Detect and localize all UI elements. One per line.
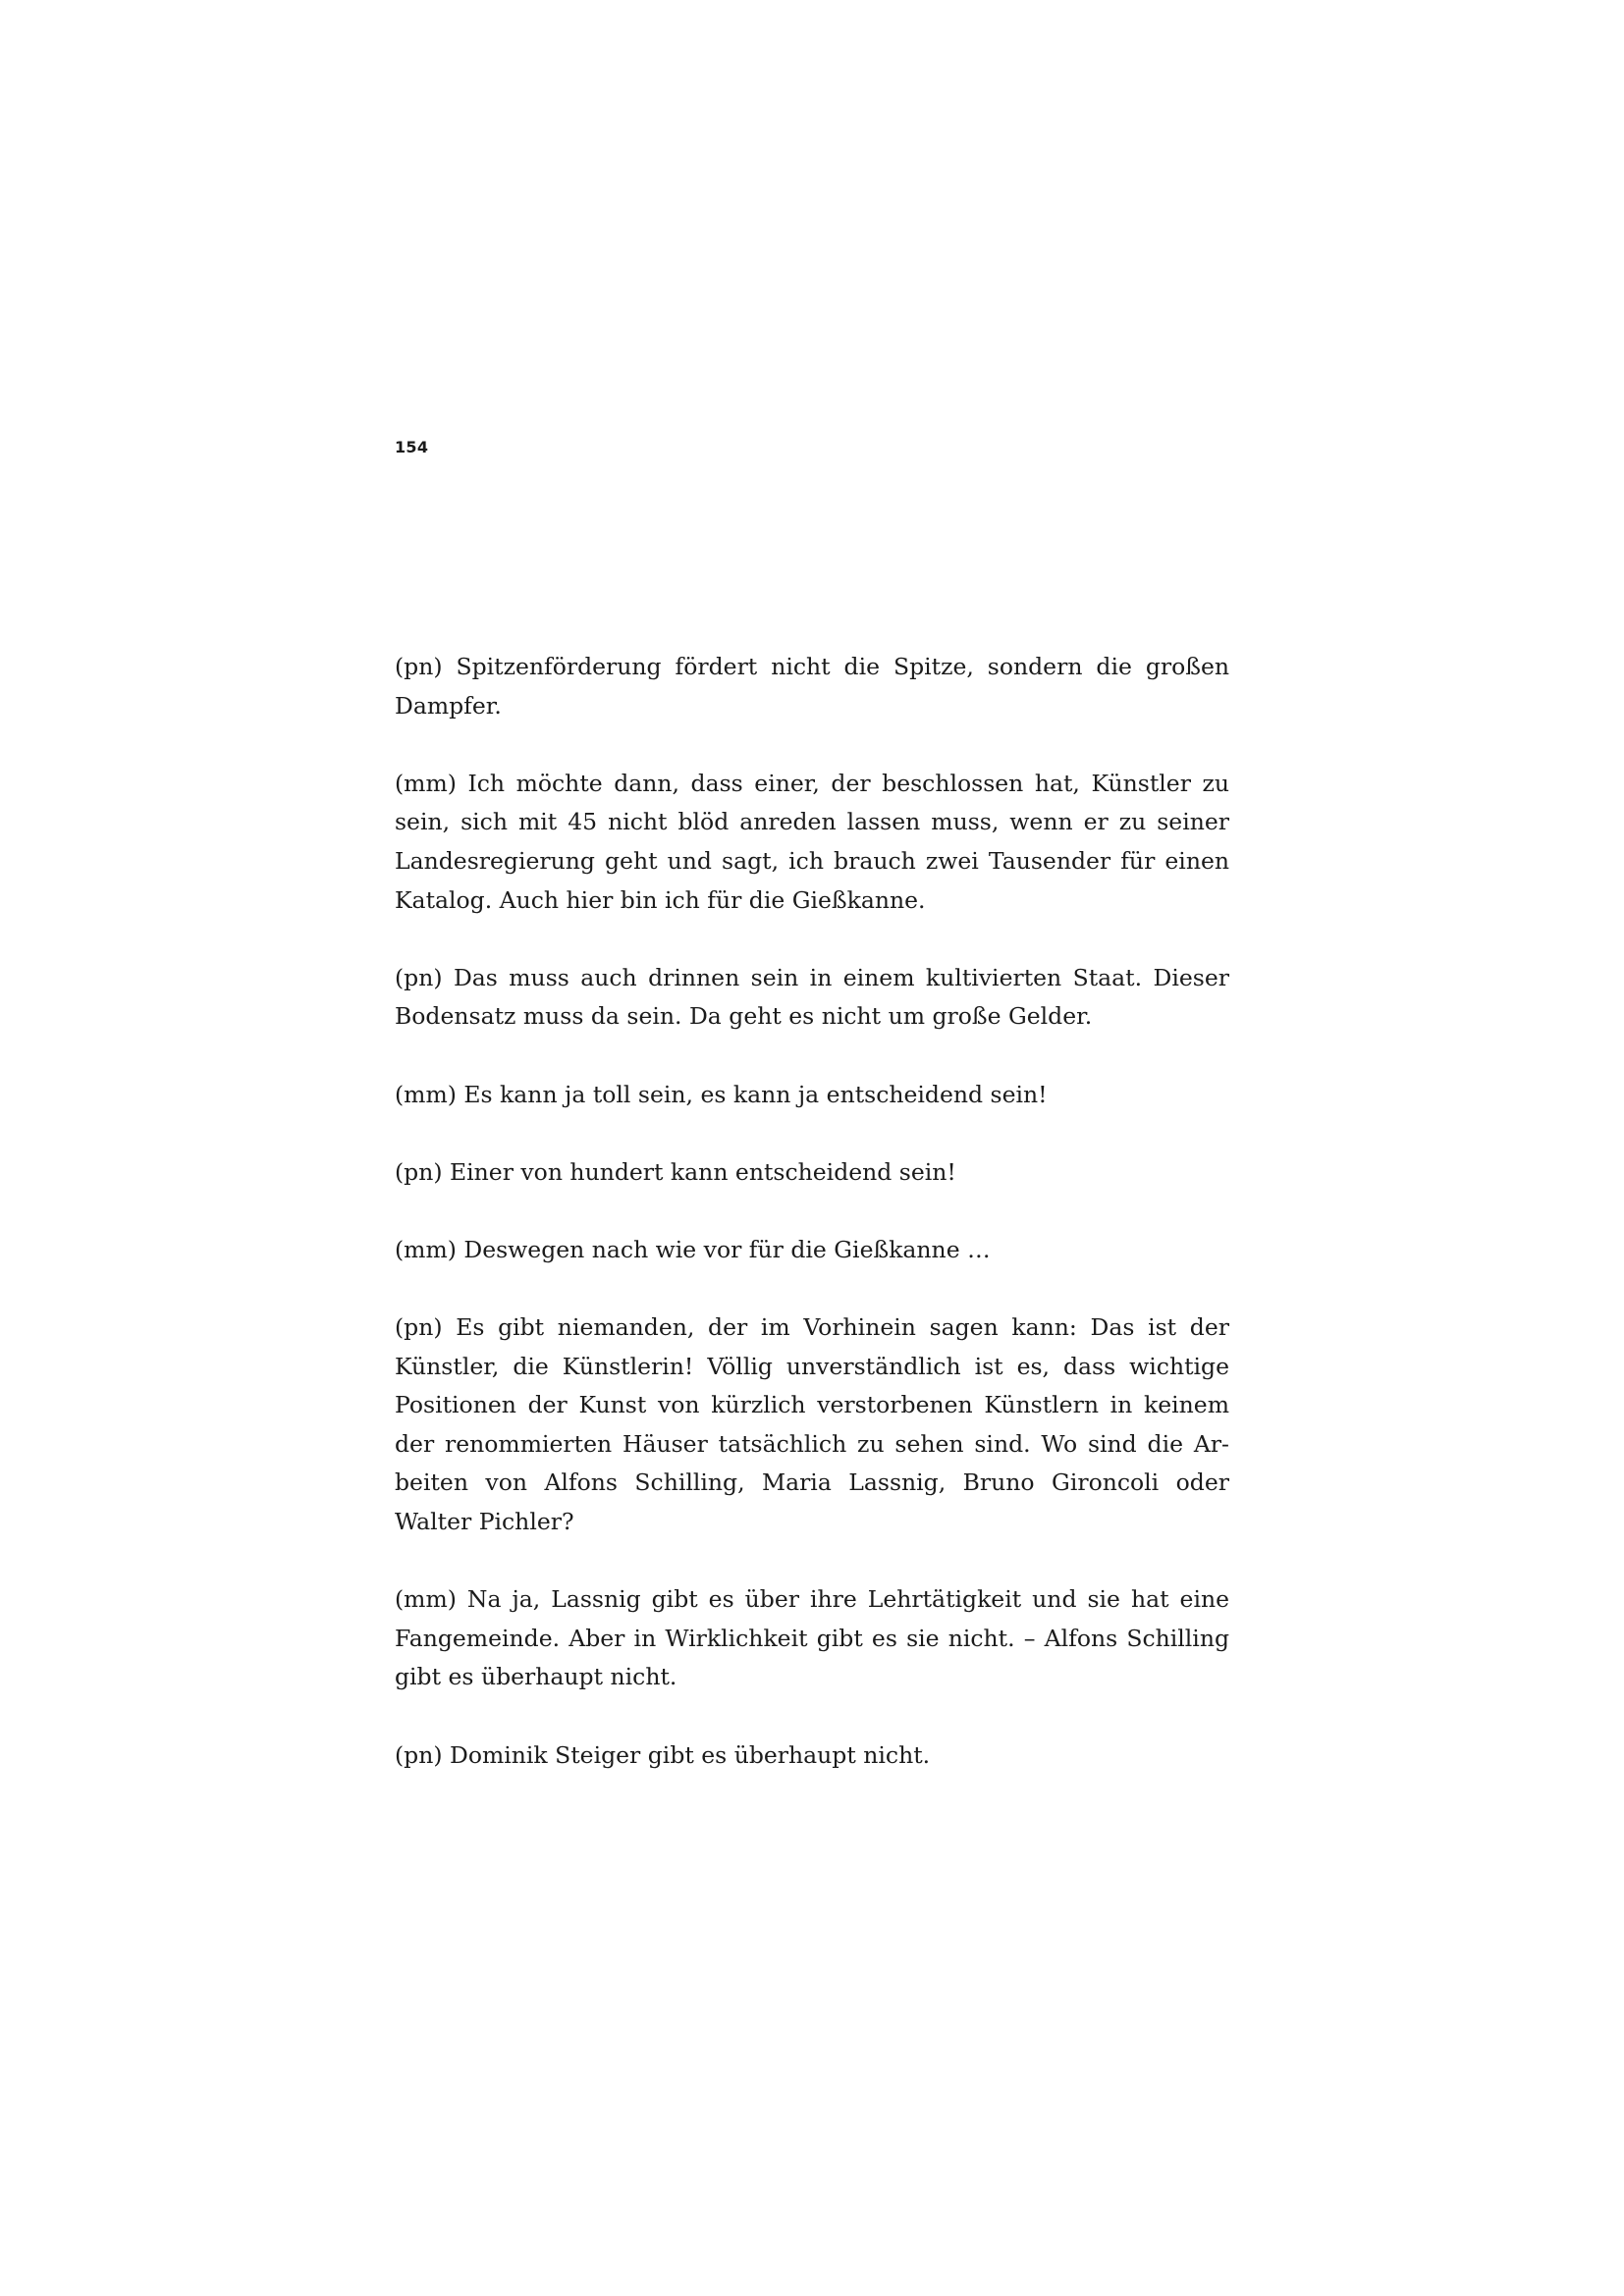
paragraph-1 (395, 648, 1229, 725)
text-line: Künstler, die Künstlerin! Völlig unverständlich ist es, dass wichtige (395, 1352, 1229, 1380)
text-line: der renommierten Häuser tatsächlich zu sehen sind. Wo sind die Ar- (395, 1429, 1229, 1458)
text-line: (pn) Spitzenförderung fördert nicht die Spitze, sondern die großen (395, 653, 1229, 680)
text-line: beiten von Alfons Schilling, Maria Lassnig, Bruno Gironcoli oder (395, 1468, 1229, 1497)
paragraph-8 (395, 1580, 1229, 1697)
text-line: Landesregierung geht und sagt, ich brauch zwei Tausender für einen (395, 846, 1229, 875)
paragraph-7 (395, 1308, 1229, 1542)
paragraph-9 (395, 1736, 1229, 1776)
text-line: Positionen der Kunst von kürzlich verstorbenen Künstlern in keinem (395, 1391, 1229, 1419)
text-line: (pn) Dominik Steiger gibt es überhaupt nicht. (395, 1740, 931, 1769)
text-line: (pn) Das muss auch drinnen sein in einem kultivierten Staat. Dieser (395, 963, 1229, 991)
text-line: (mm) Es kann ja toll sein, es kann ja entscheidend sein! (395, 1080, 1048, 1108)
paragraph-2 (395, 765, 1229, 920)
text-line: Bodensatz muss da sein. Da geht es nicht um große Gelder. (395, 1002, 1093, 1031)
text-line: (pn) Es gibt niemanden, der im Vorhinein sagen kann: Das ist der (395, 1313, 1229, 1342)
paragraph-3 (395, 959, 1229, 1037)
interview-text (395, 648, 1229, 1814)
text-line: Katalog. Auch hier bin ich für die Gießkanne. (395, 885, 926, 914)
text-line: gibt es überhaupt nicht. (395, 1663, 677, 1691)
paragraph-4 (395, 1076, 1229, 1115)
page-number: 154 (395, 438, 429, 456)
text-line: Dampfer. (395, 691, 502, 720)
text-line: Walter Pichler? (395, 1508, 574, 1536)
text-line: (mm) Ich möchte dann, dass einer, der beschlossen hat, Künstler zu (395, 769, 1229, 797)
text-line: (mm) Deswegen nach wie vor für die Gießkanne … (395, 1235, 991, 1263)
text-line: (pn) Einer von hundert kann entscheidend sein! (395, 1157, 956, 1186)
paragraph-5 (395, 1153, 1229, 1193)
text-line: Fangemeinde. Aber in Wirklichkeit gibt es sie nicht. – Alfons Schilling (395, 1624, 1229, 1652)
text-line: sein, sich mit 45 nicht blöd anreden lassen muss, wenn er zu seiner (395, 808, 1229, 836)
paragraph-6 (395, 1231, 1229, 1270)
text-line: (mm) Na ja, Lassnig gibt es über ihre Lehrtätigkeit und sie hat eine (395, 1585, 1229, 1614)
